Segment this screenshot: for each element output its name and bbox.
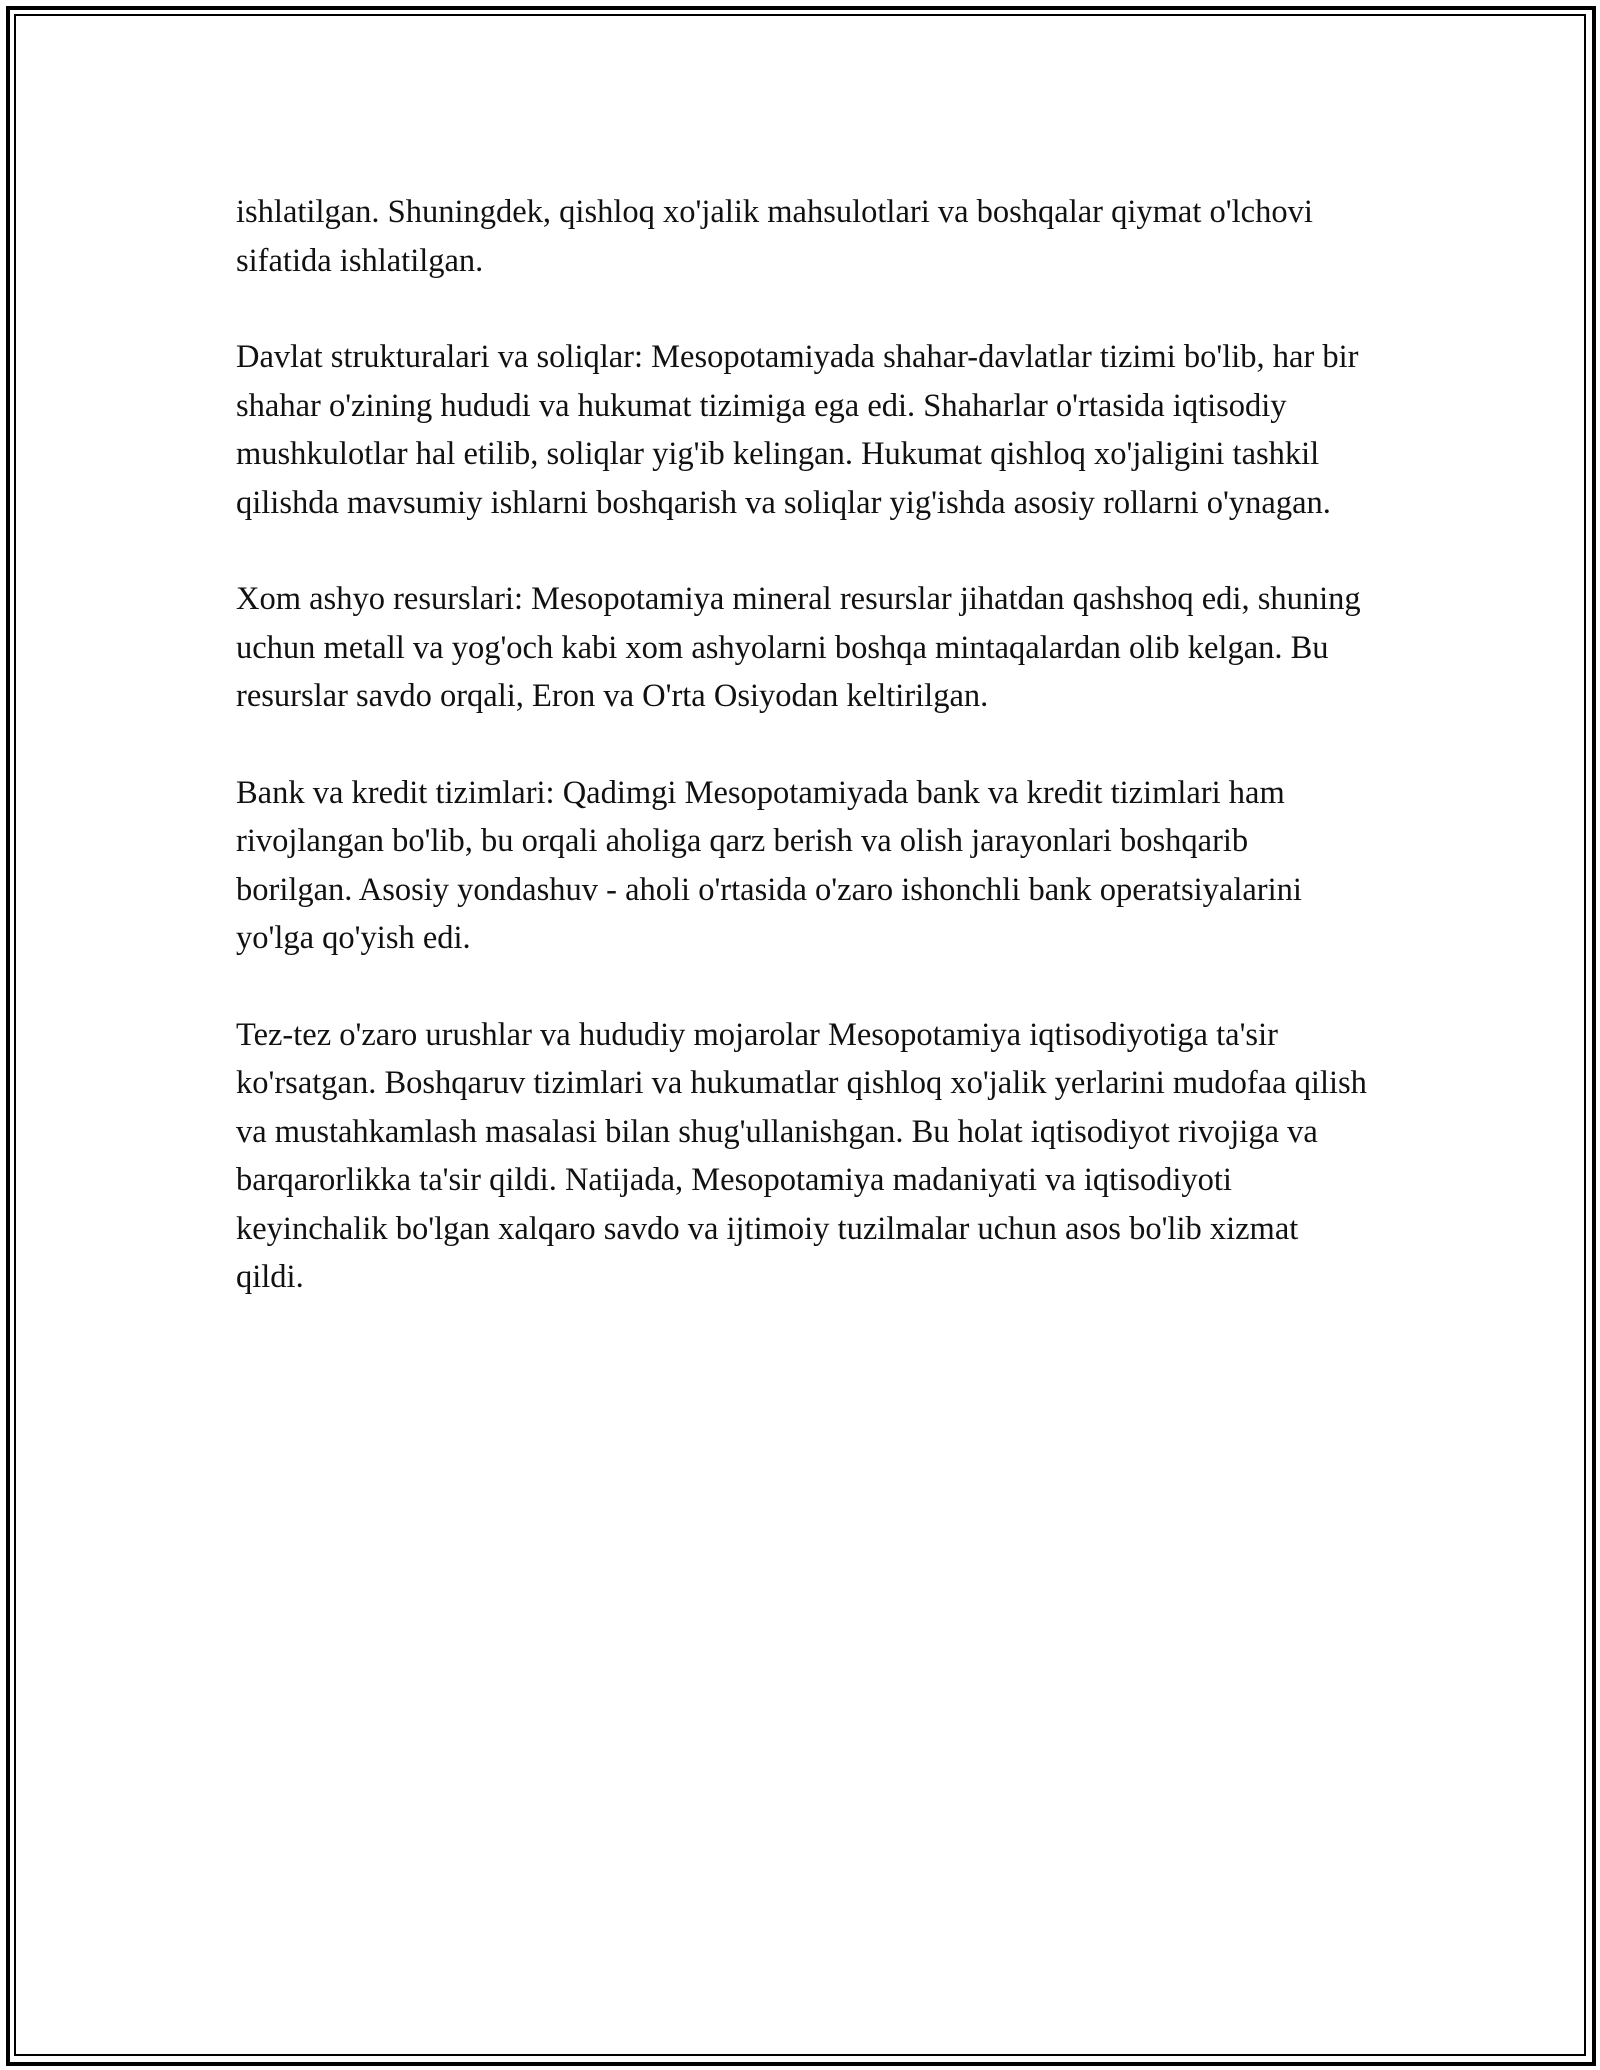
- page-content: [236, 188, 1372, 1350]
- paragraph-wars-conflicts: Tez-tez o'zaro urushlar va hududiy mojarolar Mesopotamiya iqtisodiyotiga ta'sir ko'rsatgan. Boshqaruv tizimlari va hukumatlar qishloq xo'jalik yerlarini mudofaa qilish va mustahkamlash masalasi bilan shug'ullanishgan. Bu holat iqtisodiyot rivojiga va barqarorlikka ta'sir qildi. Natijada, Mesopotamiya madaniyati va iqtisodiyoti keyinchalik bo'lgan xalqaro savdo va ijtimoiy tuzilmalar uchun asos bo'lib xizmat qildi.: [236, 1016, 1367, 1295]
- paragraph-currency: ishlatilgan. Shuningdek, qishloq xo'jalik mahsulotlari va boshqalar qiymat o'lchovi sifatida ishlatilgan.: [236, 194, 1313, 279]
- paragraph-raw-resources: Xom ashyo resurslari: Mesopotamiya mineral resurslar jihatdan qashshoq edi, shuning uchun metall va yog'och kabi xom ashyolarni boshqa mintaqalardan olib kelgan. Bu resurslar savdo orqali, Eron va O'rta Osiyodan keltirilgan.: [236, 581, 1361, 714]
- paragraph-state-structures-taxes: Davlat strukturalari va soliqlar: Mesopotamiyada shahar-davlatlar tizimi bo'lib, har bir shahar o'zining hududi va hukumat tizimiga ega edi. Shaharlar o'rtasida iqtisodiy mushkulotlar hal etilib, soliqlar yig'ib kelingan. Hukumat qishloq xo'jaligini tashkil qilishda mavsumiy ishlarni boshqarish va soliqlar yig'ishda asosiy rollarni o'ynagan.: [236, 339, 1359, 521]
- paragraph-bank-credit: Bank va kredit tizimlari: Qadimgi Mesopotamiyada bank va kredit tizimlari ham rivojlangan bo'lib, bu orqali aholiga qarz berish va olish jarayonlari boshqarib borilgan. Asosiy yondashuv - aholi o'rtasida o'zaro ishonchli bank operatsiyalarini yo'lga qo'yish edi.: [236, 774, 1302, 956]
